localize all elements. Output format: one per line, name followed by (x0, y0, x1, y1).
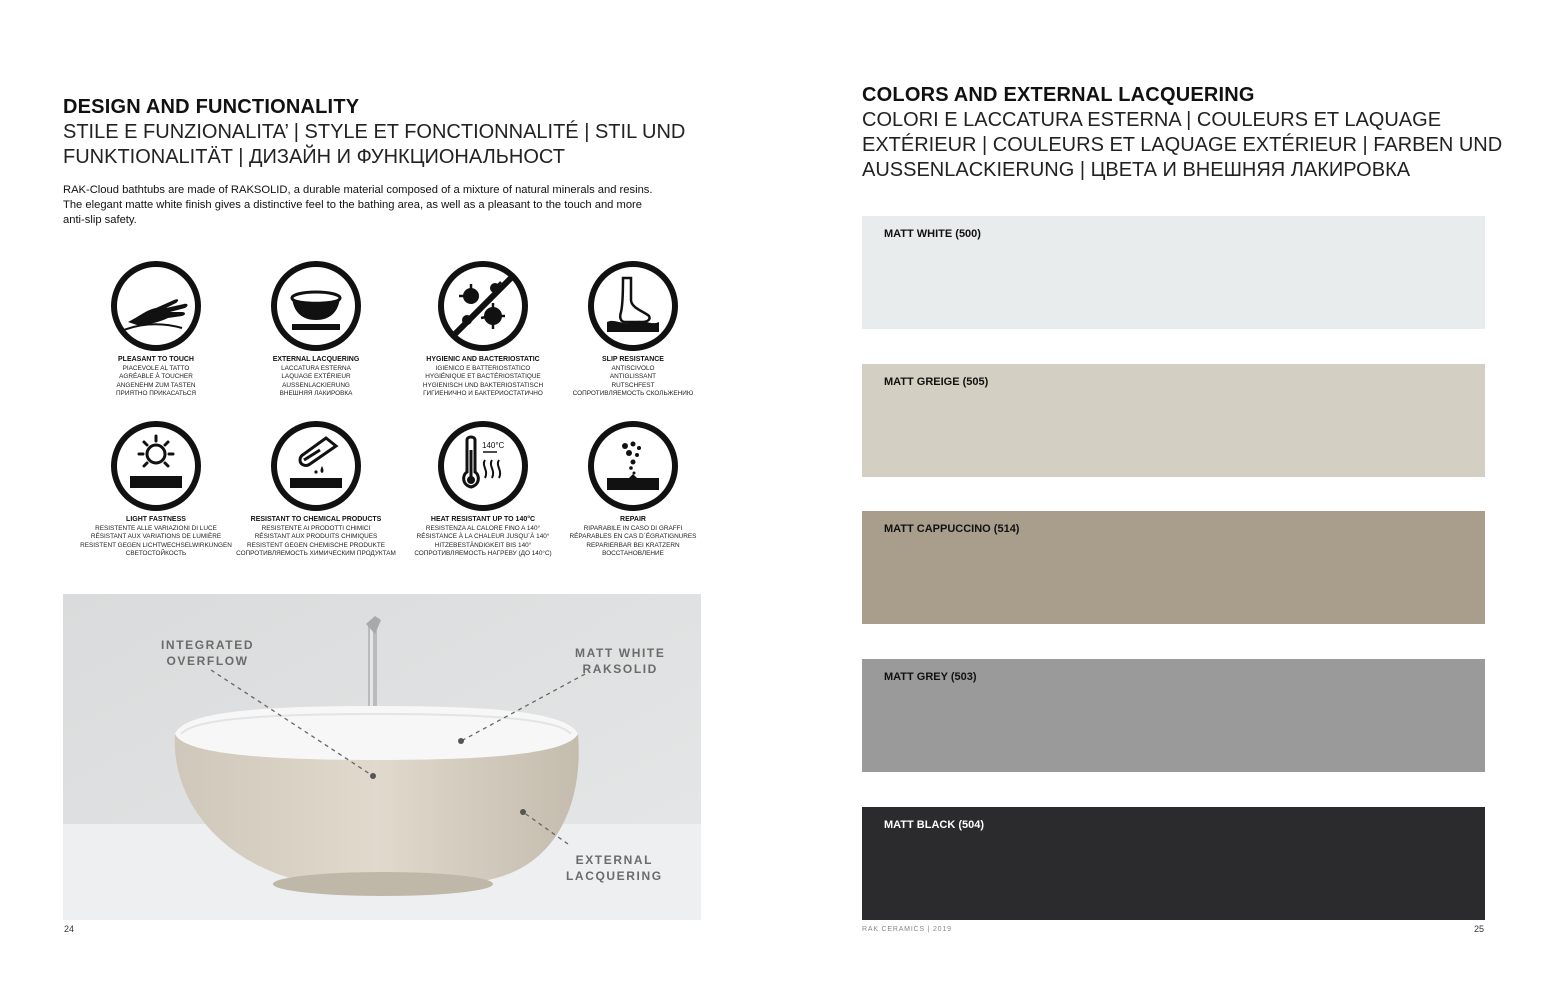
page-number-right: 25 (1474, 924, 1485, 934)
feature-external-lacquering (231, 260, 401, 399)
feature-line: IGIENICO E BATTERIOSTATICO (435, 364, 531, 372)
right-title: COLORS AND EXTERNAL LACQUERING (862, 84, 1255, 106)
swatch-matt-greige (862, 364, 1485, 477)
footer-brand: RAK CERAMICS | 2019 (862, 926, 952, 933)
hand-touch-icon (110, 260, 202, 352)
feature-title: RESISTANT TO CHEMICAL PRODUCTS (250, 516, 382, 523)
feature-title: EXTERNAL LACQUERING (272, 356, 360, 363)
sun-icon (110, 420, 202, 512)
feature-line: СОПРОТИВЛЯЕМОСТЬ ХИМИЧЕСКИМ ПРОДУКТАМ (236, 550, 396, 558)
swatch-matt-black (862, 807, 1485, 920)
hero-label-line: OVERFLOW (166, 654, 249, 668)
no-bacteria-icon (437, 260, 529, 352)
feature-line: PIACEVOLE AL TATTO (122, 364, 190, 372)
swatch-label: MATT WHITE (500) (884, 228, 981, 240)
intro-line: RAK-Cloud bathtubs are made of RAKSOLID, a durable material composed of a mixture of natural minerals and resins. (63, 184, 653, 196)
right-subtitle (862, 108, 1502, 183)
feature-line: HYGIÉNIQUE ET BACTÉRIOSTATIQUE (425, 373, 541, 381)
feature-title: HYGIENIC AND BACTERIOSTATIC (426, 356, 540, 363)
feature-line: HITZEBESTÄNDIGKEIT BIS 140° (434, 541, 532, 549)
feature-title: HEAT RESISTANT UP TO 140°C (430, 516, 536, 523)
feature-line: RUTSCHFEST (611, 381, 655, 389)
foot-slip-icon (587, 260, 679, 352)
feature-line: RESISTENTE ALLE VARIAZIONI DI LUCE (95, 524, 217, 532)
feature-light-fastness (71, 420, 241, 559)
feature-line: RÉSISTANT AUX PRODUITS CHIMIQUES (254, 533, 378, 541)
feature-line: RESISTENT GEGEN LICHTWECHSELWIRKUNGEN (80, 541, 232, 549)
feature-title: LIGHT FASTNESS (126, 516, 186, 523)
feature-line: ВОССТАНОВЛЕНИЕ (602, 550, 664, 558)
feature-line: RÉPARABLES EN CAS D´ÉGRATIGNURES (569, 533, 697, 541)
feature-title: PLEASANT TO TOUCH (118, 356, 194, 363)
left-subtitle-line: FUNKTIONALITÄT | ДИЗАЙН И ФУНКЦИОНАЛЬНОСТ (63, 146, 565, 168)
feature-chemical-resistance (231, 420, 401, 559)
feature-title: REPAIR (620, 516, 646, 523)
feature-title: SLIP RESISTANCE (602, 356, 664, 363)
feature-line: RÉSISTANCE À LA CHALEUR JUSQU´À 140° (416, 533, 550, 541)
feature-line: ANTISCIVOLO (611, 364, 655, 372)
swatch-matt-grey (862, 659, 1485, 772)
label-integrated-overflow (161, 637, 254, 669)
feature-line: СОПРОТИВЛЯЕМОСТЬ НАГРЕВУ (ДО 140°С) (414, 550, 552, 558)
feature-line: AGRÉABLE À TOUCHER (119, 373, 193, 381)
feature-pleasant-to-touch (71, 260, 241, 399)
left-title: DESIGN AND FUNCTIONALITY (63, 96, 360, 118)
swatch-label: MATT GREY (503) (884, 671, 977, 683)
feature-line: RÉSISTANT AUX VARIATIONS DE LUMIÈRE (90, 533, 222, 541)
hero-label-line: RAKSOLID (582, 662, 658, 676)
feature-line: ГИГИЕНИЧНО И БАКТЕРИОСТАТИЧНО (423, 390, 543, 398)
page-number-left: 24 (64, 924, 75, 934)
right-subtitle-line: AUSSENLACKIERUNG | ЦВЕТА И ВНЕШНЯЯ ЛАКИРОВКА (862, 159, 1411, 181)
hero-label-line: MATT WHITE (575, 646, 666, 660)
left-subtitle (63, 120, 685, 170)
feature-line: СОПРОТИВЛЯЕМОСТЬ СКОЛЬЖЕНИЮ (572, 390, 694, 398)
test-tube-icon (270, 420, 362, 512)
feature-line: HYGIENISCH UND BAKTERIOSTATISCH (422, 381, 544, 389)
feature-slip-resistance (548, 260, 718, 399)
intro-line: anti-slip safety. (63, 214, 137, 226)
feature-line: LAQUAGE EXTÉRIEUR (281, 373, 351, 381)
intro-paragraph (63, 183, 703, 228)
repair-icon (587, 420, 679, 512)
label-matt-white-raksolid (575, 645, 665, 677)
feature-line: ПРИЯТНО ПРИКАСАТЬСЯ (115, 390, 197, 398)
thermometer-temperature: 140°C (482, 441, 505, 450)
feature-hygienic (398, 260, 568, 399)
swatch-label: MATT GREIGE (505) (884, 376, 989, 388)
feature-line: RESISTENT GEGEN CHEMISCHE PRODUKTE (246, 541, 385, 549)
swatch-label: MATT BLACK (504) (884, 819, 985, 831)
feature-line: СВЕТОСТОЙКОСТЬ (125, 550, 187, 558)
swatch-matt-cappuccino (862, 511, 1485, 624)
feature-line: AUSSENLACKIERUNG (282, 381, 350, 389)
feature-line: REPARIERBAR BEI KRATZERN (586, 541, 680, 549)
swatch-matt-white (862, 216, 1485, 329)
feature-line: RESISTENTE AI PRODOTTI CHIMICI (261, 524, 371, 532)
feature-heat-resistant (398, 420, 568, 559)
hero-label-line: INTEGRATED (161, 638, 255, 652)
left-subtitle-line: STILE E FUNZIONALITA’ | STYLE ET FONCTIONNALITÉ | STIL UND (63, 121, 686, 143)
feature-line: ANTIGLISSANT (609, 373, 657, 381)
swatch-label: MATT CAPPUCCINO (514) (884, 523, 1020, 535)
hero-label-line: LACQUERING (566, 869, 663, 883)
bathtub-photo (63, 594, 701, 920)
label-external-lacquering (566, 852, 663, 884)
intro-line: The elegant matte white finish gives a distinctive feel to the bathing area, as well as a pleasant to the touch and more (63, 199, 642, 211)
thermometer-icon (437, 420, 529, 512)
bowl-lacquer-icon (270, 260, 362, 352)
feature-line: LACCATURA ESTERNA (281, 364, 351, 372)
right-subtitle-line: COLORI E LACCATURA ESTERNA | COULEURS ET LAQUAGE (862, 109, 1442, 131)
feature-line: RIPARABILE IN CASO DI GRAFFI (583, 524, 683, 532)
feature-repair (548, 420, 718, 559)
right-subtitle-line: EXTÉRIEUR | COULEURS ET LAQUAGE EXTÉRIEUR | FARBEN UND (862, 134, 1503, 156)
feature-line: RESISTENZA AL CALORE FINO A 140° (425, 524, 541, 532)
feature-line: ANGENEHM ZUM TASTEN (116, 381, 196, 389)
hero-label-line: EXTERNAL (575, 853, 654, 867)
feature-line: ВНЕШНЯЯ ЛАКИРОВКА (279, 390, 353, 398)
